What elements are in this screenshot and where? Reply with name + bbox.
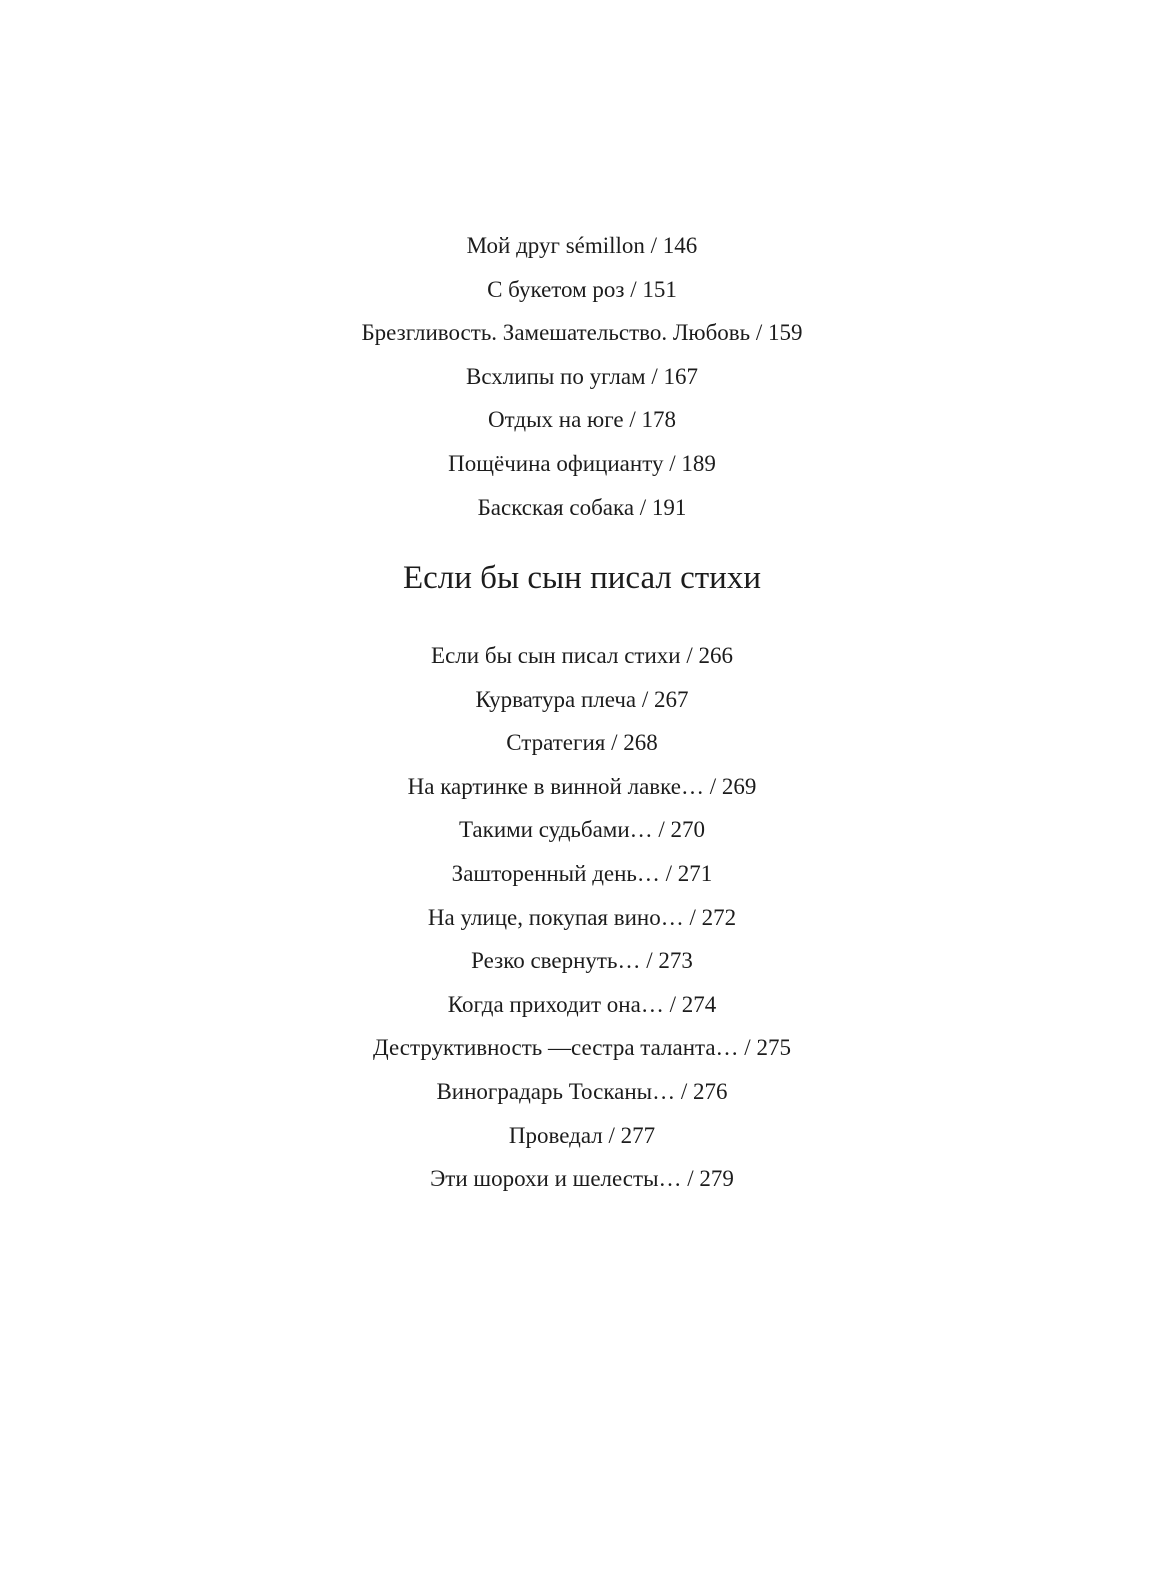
toc-entry: Стратегия / 268 bbox=[506, 730, 658, 756]
toc-entry: Зашторенный день… / 271 bbox=[451, 860, 713, 886]
toc-entry: Брезгливость. Замешательство. Любовь / 159 bbox=[361, 320, 803, 346]
toc-entry: Виноградарь Тосканы… / 276 bbox=[436, 1078, 728, 1104]
toc-entry: Баскская собака / 191 bbox=[477, 494, 687, 520]
toc-entry: Всхлипы по углам / 167 bbox=[466, 363, 698, 389]
toc-entry: Мой друг sémillon / 146 bbox=[466, 233, 698, 258]
toc-entry: Пощёчина официанту / 189 bbox=[448, 450, 716, 476]
toc-entry: Эти шорохи и шелесты… / 279 bbox=[430, 1166, 734, 1192]
toc-entry: С букетом роз / 151 bbox=[487, 276, 677, 302]
table-of-contents-part-1 bbox=[0, 226, 1164, 531]
toc-entry: Такими судьбами… / 270 bbox=[458, 817, 706, 843]
toc-entry: Резко свернуть… / 273 bbox=[471, 948, 693, 974]
toc-entry: Проведал / 277 bbox=[508, 1122, 656, 1148]
toc-entry: Курватура плеча / 267 bbox=[475, 686, 689, 712]
table-of-contents-part-2 bbox=[0, 636, 1164, 1203]
toc-entry: На картинке в винной лавке… / 269 bbox=[407, 773, 757, 799]
toc-entry: На улице, покупая вино… / 272 bbox=[427, 904, 737, 930]
toc-entry: Когда приходит она… / 274 bbox=[447, 991, 717, 1017]
toc-entry: Деструктивность —сестра таланта… / 275 bbox=[373, 1035, 791, 1061]
toc-entry: Если бы сын писал стихи / 266 bbox=[431, 643, 733, 668]
section-heading: Если бы сын писал стихи bbox=[402, 560, 762, 596]
toc-entry: Отдых на юге / 178 bbox=[488, 407, 676, 433]
